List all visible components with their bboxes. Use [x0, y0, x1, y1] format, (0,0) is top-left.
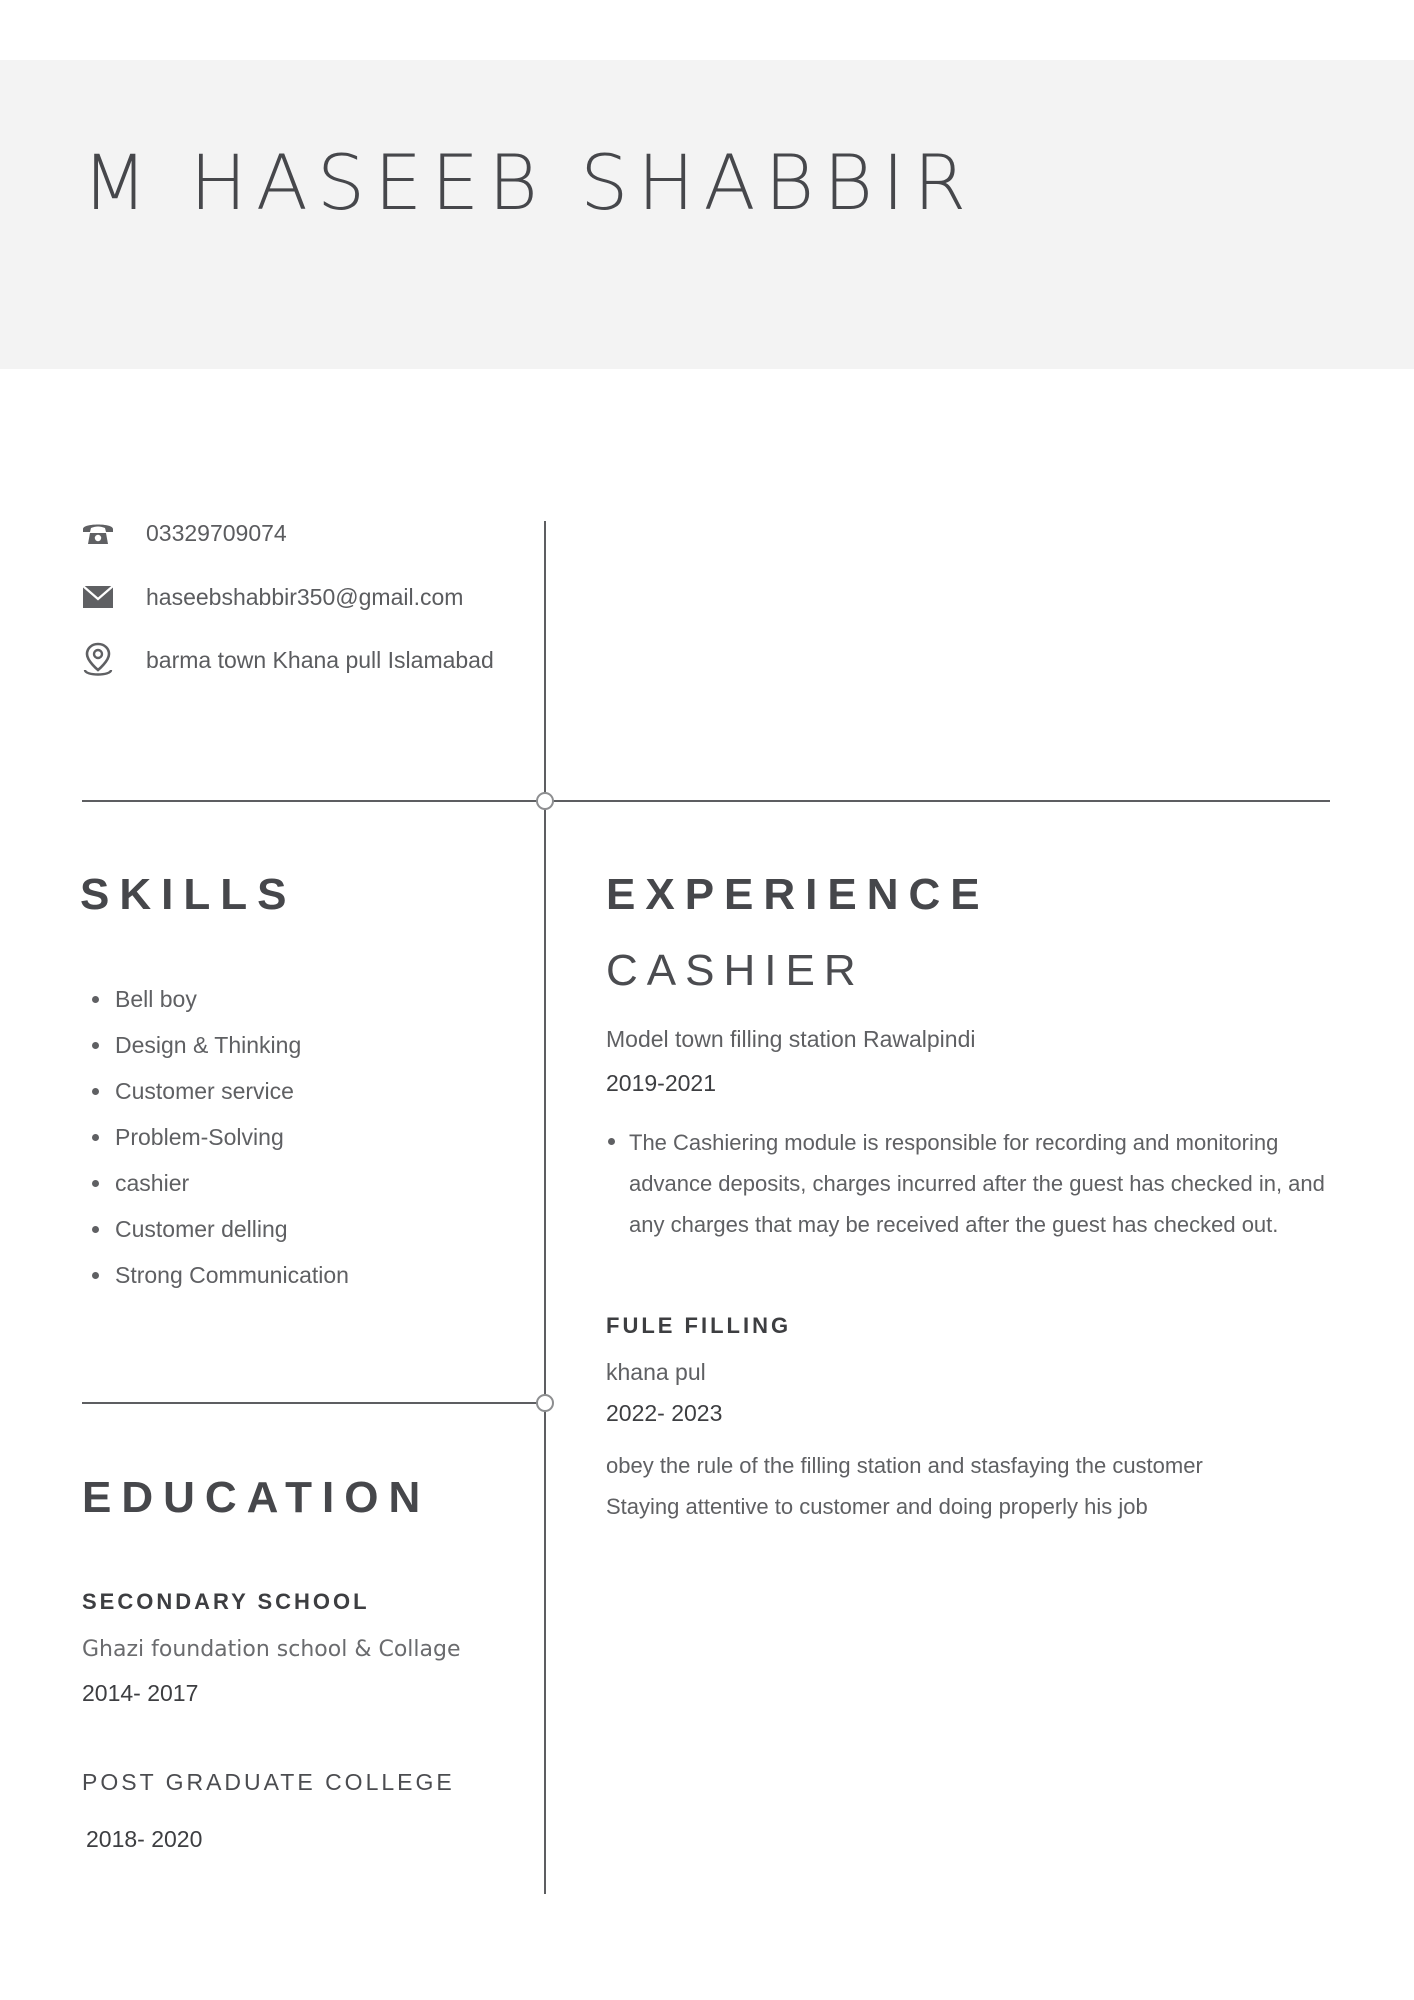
skill-item: Customer service: [84, 1068, 349, 1114]
vertical-divider: [544, 521, 546, 1894]
candidate-name: M HASEEB SHABBIR: [82, 138, 976, 227]
job-dates: 2019-2021: [606, 1070, 716, 1096]
school-name: Ghazi foundation school & Collage: [82, 1637, 461, 1662]
skill-item: Design & Thinking: [84, 1022, 349, 1068]
skills-divider: [82, 1402, 544, 1404]
phone-icon: [80, 515, 116, 551]
divider-node: [536, 1394, 554, 1412]
skill-item: Problem-Solving: [84, 1114, 349, 1160]
contact-divider: [82, 800, 1330, 802]
email-address: haseebshabbir350@gmail.com: [146, 583, 464, 610]
job-description: The Cashiering module is responsible for recording and monitoring advance deposits, charges incurred after the guest has checked in, and any charges that may be received after the guest has checked out.: [606, 1122, 1326, 1245]
education-dates: 2018- 2020: [86, 1826, 203, 1852]
job-description-line: Staying attentive to customer and doing properly his job: [606, 1494, 1148, 1519]
contact-email: [80, 579, 463, 615]
experience-heading: EXPERIENCE: [606, 870, 990, 919]
education-level: POST GRADUATE COLLEGE: [82, 1769, 455, 1795]
contact-phone: [80, 515, 287, 551]
phone-number: 03329709074: [146, 519, 287, 546]
divider-node: [536, 792, 554, 810]
job-dates: 2022- 2023: [606, 1400, 723, 1426]
skill-item: Bell boy: [84, 976, 349, 1022]
address: barma town Khana pull Islamabad: [146, 646, 494, 673]
skills-heading: SKILLS: [80, 870, 297, 919]
job-description-line: obey the rule of the filling station and stasfaying the customer: [606, 1453, 1203, 1478]
education-level: SECONDARY SCHOOL: [82, 1589, 370, 1614]
location-pin-icon: [80, 642, 116, 678]
skill-item: cashier: [84, 1160, 349, 1206]
job-company: Model town filling station Rawalpindi: [606, 1026, 976, 1052]
skills-list: [84, 976, 349, 1298]
skill-item: Strong Communication: [84, 1252, 349, 1298]
job-title: CASHIER: [606, 946, 865, 995]
envelope-icon: [80, 579, 116, 615]
education-heading: EDUCATION: [82, 1473, 431, 1522]
education-dates: 2014- 2017: [82, 1680, 199, 1706]
job-company: khana pul: [606, 1359, 706, 1385]
job-title: FULE FILLING: [606, 1313, 792, 1338]
contact-address: [80, 642, 494, 678]
skill-item: Customer delling: [84, 1206, 349, 1252]
